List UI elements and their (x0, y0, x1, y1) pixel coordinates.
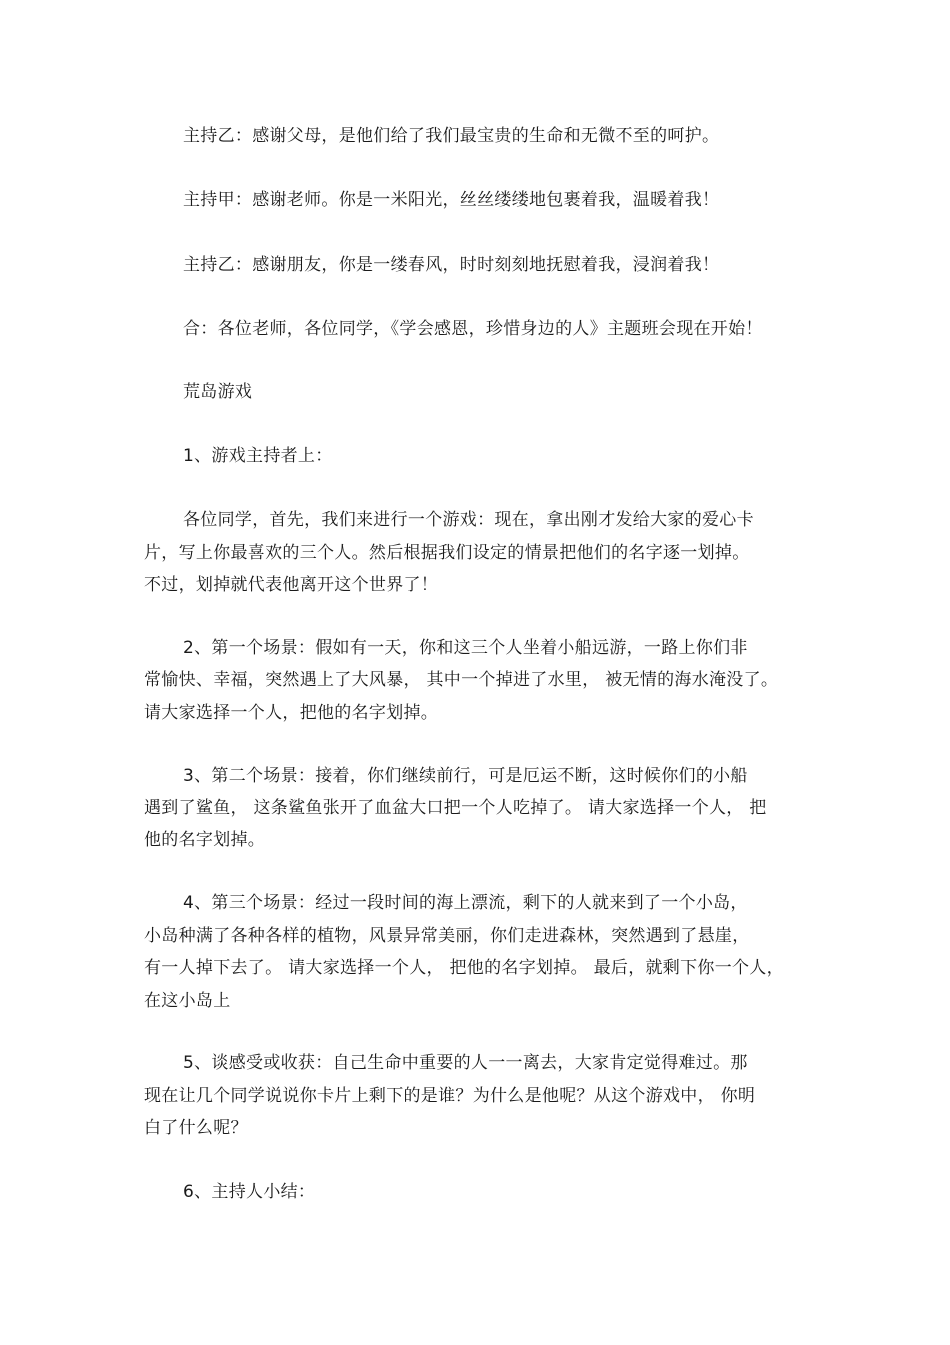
section-heading-island-game: 荒岛游戏 (183, 382, 253, 402)
scene-1-line-1: 2、第一个场景：假如有一天，你和这三个人坐着小船远游，一路上你们非 (183, 638, 748, 658)
scene-3-line-2: 小岛种满了各种各样的植物，风景异常美丽，你们走进森林，突然遇到了悬崖， (144, 926, 750, 946)
scene-1-line-2: 常愉快、幸福，突然遇上了大风暴， 其中一个掉进了水里， 被无情的海水淹没了。 (144, 670, 779, 690)
scene-2-line-1: 3、第二个场景：接着，你们继续前行，可是厄运不断，这时候你们的小船 (183, 766, 748, 786)
scene-3-line-4: 在这小岛上 (144, 991, 231, 1011)
scene-2-line-2: 遇到了鲨鱼， 这条鲨鱼张开了血盆大口把一个人吃掉了。 请大家选择一个人， 把 (144, 798, 767, 818)
host-a-thanks-teachers: 主持甲：感谢老师。你是一米阳光，丝丝缕缕地包裹着我，温暖着我！ (183, 190, 720, 210)
item-5-line-3: 白了什么呢？ (144, 1118, 248, 1138)
host-b-thanks-friends: 主持乙：感谢朋友，你是一缕春风，时时刻刻地抚慰着我，浸润着我！ (183, 255, 720, 275)
item-1-heading: 1、游戏主持者上： (183, 446, 333, 466)
paragraph-intro-line-2: 片，写上你最喜欢的三个人。然后根据我们设定的情景把他们的名字逐一划掉。 (144, 543, 750, 563)
item-6-heading: 6、主持人小结： (183, 1182, 316, 1202)
scene-1-line-3: 请大家选择一个人，把他的名字划掉。 (144, 703, 439, 723)
paragraph-intro-line-3: 不过，划掉就代表他离开这个世界了！ (144, 575, 439, 595)
paragraph-intro-line-1: 各位同学，首先，我们来进行一个游戏：现在，拿出刚才发给大家的爱心卡 (183, 510, 754, 530)
host-b-thanks-parents: 主持乙：感谢父母，是他们给了我们最宝贵的生命和无微不至的呵护。 (183, 126, 720, 146)
scene-2-line-3: 他的名字划掉。 (144, 830, 266, 850)
scene-3-line-3: 有一人掉下去了。 请大家选择一个人， 把他的名字划掉。 最后，就剩下你一个人， (144, 958, 784, 978)
item-5-line-2: 现在让几个同学说说你卡片上剩下的是谁？为什么是他呢？从这个游戏中， 你明 (144, 1086, 756, 1106)
scene-3-line-1: 4、第三个场景：经过一段时间的海上漂流，剩下的人就来到了一个小岛， (183, 893, 748, 913)
joint-opening-line: 合：各位老师，各位同学，《学会感恩，珍惜身边的人》主题班会现在开始！ (183, 319, 763, 339)
item-5-line-1: 5、谈感受或收获：自己生命中重要的人一一离去，大家肯定觉得难过。那 (183, 1053, 748, 1073)
